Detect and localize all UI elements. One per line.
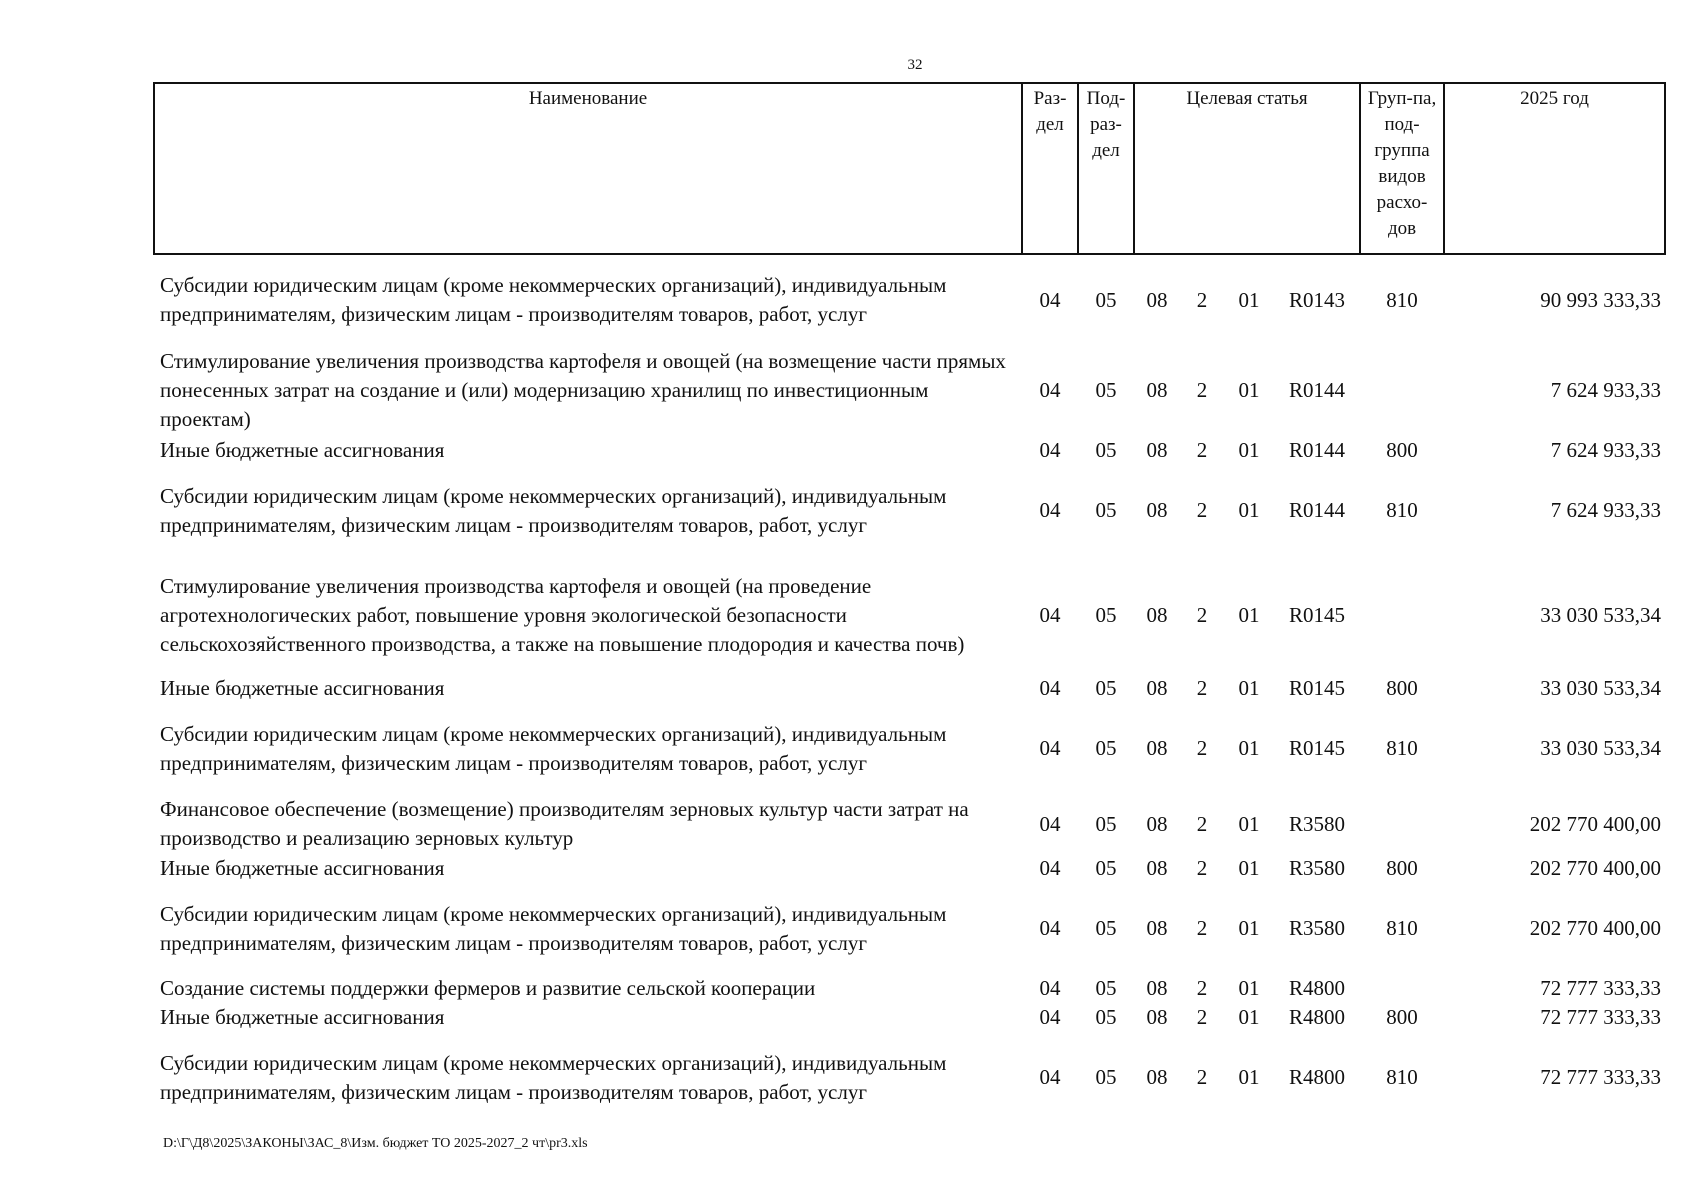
section-code: 04 [1039, 1065, 1061, 1089]
target-code-1: 08 [1146, 856, 1168, 880]
row-name: Стимулирование увеличения производства картофеля и овощей (на возмещение части прямых понесенных затрат на создание и (или) модернизацию хранилищ по инвестиционным проектам) [160, 349, 1006, 431]
row-amount: 202 770 400,00 [1529, 811, 1662, 836]
target-code-2: 2 [1196, 676, 1208, 700]
target-code-1: 08 [1146, 602, 1168, 627]
row-amount: 72 777 333,33 [1540, 1065, 1662, 1089]
row-name: Субсидии юридическим лицам (кроме некоммерческих организаций), индивидуальным предпринимателям, физическим лицам - производителям товаров, работ, услуг [160, 483, 947, 537]
row-name: Создание системы поддержки фермеров и развитие сельской кооперации [160, 976, 816, 1000]
target-code-3: 01 [1238, 1065, 1260, 1089]
expense-group-code: 810 [1386, 736, 1418, 760]
target-code-2: 2 [1196, 1065, 1208, 1089]
table-row [154, 556, 1665, 674]
target-code-1: 08 [1146, 976, 1168, 1000]
target-code-3: 01 [1238, 438, 1260, 462]
table-row [154, 1032, 1665, 1123]
target-code-4: R4800 [1289, 1005, 1346, 1029]
subsection-code: 05 [1095, 976, 1117, 1000]
subsection-code: 05 [1095, 438, 1117, 462]
target-code-2: 2 [1196, 916, 1208, 940]
table-row [154, 674, 1665, 703]
target-code-4: R0145 [1289, 736, 1346, 760]
section-code: 04 [1039, 438, 1061, 462]
row-amount: 72 777 333,33 [1540, 1005, 1662, 1029]
target-code-3: 01 [1238, 811, 1260, 836]
expense-group-code [1360, 974, 1444, 1003]
row-amount: 90 993 333,33 [1540, 287, 1662, 312]
row-name: Субсидии юридическим лицам (кроме некоммерческих организаций), индивидуальным предпринимателям, физическим лицам - производителям товаров, работ, услуг [160, 721, 947, 775]
section-code: 04 [1039, 736, 1061, 760]
target-code-4: R0143 [1289, 287, 1346, 312]
section-code: 04 [1039, 676, 1061, 700]
subsection-code: 05 [1095, 856, 1117, 880]
expense-group-code: 810 [1386, 498, 1418, 522]
table-row [154, 254, 1665, 345]
target-code-2: 2 [1196, 602, 1208, 627]
subsection-code: 05 [1095, 916, 1117, 940]
table-row [154, 854, 1665, 883]
target-code-3: 01 [1238, 676, 1260, 700]
target-code-4: R3580 [1289, 856, 1346, 880]
table-row [154, 436, 1665, 465]
section-code: 04 [1039, 916, 1061, 940]
target-code-2: 2 [1196, 976, 1208, 1000]
row-name: Иные бюджетные ассигнования [160, 1005, 445, 1029]
expense-group-code: 800 [1386, 1005, 1418, 1029]
expense-group-code: 800 [1386, 856, 1418, 880]
target-code-1: 08 [1146, 438, 1168, 462]
subsection-code: 05 [1095, 378, 1117, 402]
subsection-code: 05 [1095, 676, 1117, 700]
header-year: 2025 год [1444, 83, 1665, 254]
subsection-code: 05 [1095, 602, 1117, 627]
expense-group-code: 810 [1386, 287, 1418, 312]
row-name: Иные бюджетные ассигнования [160, 676, 445, 700]
row-amount: 7 624 933,33 [1550, 438, 1662, 462]
target-code-3: 01 [1238, 287, 1260, 312]
target-code-1: 08 [1146, 287, 1168, 312]
expense-group-code [1360, 556, 1444, 674]
row-name: Субсидии юридическим лицам (кроме некоммерческих организаций), индивидуальным предпринимателям, физическим лицам - производителям товаров, работ, услуг [160, 901, 947, 955]
target-code-3: 01 [1238, 378, 1260, 402]
section-code: 04 [1039, 1005, 1061, 1029]
row-amount: 7 624 933,33 [1550, 378, 1662, 402]
row-amount: 33 030 533,34 [1540, 602, 1662, 627]
section-code: 04 [1039, 856, 1061, 880]
target-code-4: R4800 [1289, 1065, 1346, 1089]
target-code-2: 2 [1196, 811, 1208, 836]
section-code: 04 [1039, 498, 1061, 522]
header-subsection: Под-раз-дел [1078, 83, 1134, 254]
row-name: Иные бюджетные ассигнования [160, 438, 445, 462]
budget-table [153, 82, 1666, 1123]
target-code-2: 2 [1196, 736, 1208, 760]
row-amount: 72 777 333,33 [1540, 976, 1662, 1000]
target-code-4: R3580 [1289, 916, 1346, 940]
row-amount: 33 030 533,34 [1540, 676, 1662, 700]
target-code-1: 08 [1146, 676, 1168, 700]
expense-group-code [1360, 794, 1444, 854]
target-code-2: 2 [1196, 856, 1208, 880]
header-target-article: Целевая статья [1134, 83, 1360, 254]
subsection-code: 05 [1095, 287, 1117, 312]
target-code-4: R0144 [1289, 498, 1346, 522]
target-code-3: 01 [1238, 856, 1260, 880]
target-code-1: 08 [1146, 811, 1168, 836]
expense-group-code: 800 [1386, 676, 1418, 700]
header-name: Наименование [154, 83, 1022, 254]
subsection-code: 05 [1095, 1065, 1117, 1089]
row-amount: 7 624 933,33 [1550, 498, 1662, 522]
table-row [154, 974, 1665, 1003]
target-code-3: 01 [1238, 736, 1260, 760]
section-code: 04 [1039, 976, 1061, 1000]
subsection-code: 05 [1095, 736, 1117, 760]
target-code-2: 2 [1196, 1005, 1208, 1029]
section-code: 04 [1039, 287, 1061, 312]
subsection-code: 05 [1095, 1005, 1117, 1029]
target-code-4: R3580 [1289, 811, 1346, 836]
table-row [154, 794, 1665, 854]
row-name: Субсидии юридическим лицам (кроме некоммерческих организаций), индивидуальным предпринимателям, физическим лицам - производителям товаров, работ, услуг [160, 1050, 947, 1104]
row-name: Финансовое обеспечение (возмещение) производителям зерновых культур части затрат на производство и реализацию зерновых культур [160, 797, 969, 850]
target-code-1: 08 [1146, 736, 1168, 760]
expense-group-code: 810 [1386, 1065, 1418, 1089]
target-code-4: R0144 [1289, 378, 1346, 402]
table-row [154, 465, 1665, 556]
file-path-footer: D:\Г\Д8\2025\ЗАКОНЫ\ЗАС_8\Изм. бюджет ТО 2025-2027_2 чт\pr3.xls [163, 1136, 588, 1151]
target-code-3: 01 [1238, 498, 1260, 522]
row-name: Стимулирование увеличения производства картофеля и овощей (на проведение агротехнологических работ, повышение уровня экологической безопасности сельскохозяйственного производства, а также на повышение плодородия и качества почв) [160, 573, 965, 656]
subsection-code: 05 [1095, 811, 1117, 836]
target-code-4: R0144 [1289, 438, 1346, 462]
section-code: 04 [1039, 602, 1061, 627]
target-code-3: 01 [1238, 916, 1260, 940]
target-code-1: 08 [1146, 916, 1168, 940]
expense-group-code: 800 [1386, 438, 1418, 462]
row-amount: 202 770 400,00 [1529, 916, 1662, 940]
header-expense-group: Груп-па, под-группа видов расхо-дов [1360, 83, 1444, 254]
target-code-1: 08 [1146, 378, 1168, 402]
target-code-2: 2 [1196, 378, 1208, 402]
section-code: 04 [1039, 811, 1061, 836]
table-header [154, 83, 1665, 254]
target-code-4: R0145 [1289, 676, 1346, 700]
table-row [154, 883, 1665, 974]
target-code-4: R4800 [1289, 976, 1346, 1000]
target-code-1: 08 [1146, 498, 1168, 522]
row-amount: 202 770 400,00 [1529, 856, 1662, 880]
table-body [154, 254, 1665, 1123]
target-code-1: 08 [1146, 1005, 1168, 1029]
expense-group-code [1360, 345, 1444, 436]
target-code-1: 08 [1146, 1065, 1168, 1089]
subsection-code: 05 [1095, 498, 1117, 522]
section-code: 04 [1039, 378, 1061, 402]
target-code-4: R0145 [1289, 602, 1346, 627]
row-name: Субсидии юридическим лицам (кроме некоммерческих организаций), индивидуальным предпринимателям, физическим лицам - производителям товаров, работ, услуг [160, 273, 947, 326]
target-code-2: 2 [1196, 438, 1208, 462]
table-row [154, 703, 1665, 794]
target-code-2: 2 [1196, 498, 1208, 522]
target-code-2: 2 [1196, 287, 1208, 312]
table-row [154, 1003, 1665, 1032]
target-code-3: 01 [1238, 1005, 1260, 1029]
expense-group-code: 810 [1386, 916, 1418, 940]
row-amount: 33 030 533,34 [1540, 736, 1662, 760]
page-number: 32 [907, 57, 923, 73]
target-code-3: 01 [1238, 976, 1260, 1000]
target-code-3: 01 [1238, 602, 1260, 627]
header-section: Раз-дел [1022, 83, 1078, 254]
table-row [154, 345, 1665, 436]
row-name: Иные бюджетные ассигнования [160, 856, 445, 880]
